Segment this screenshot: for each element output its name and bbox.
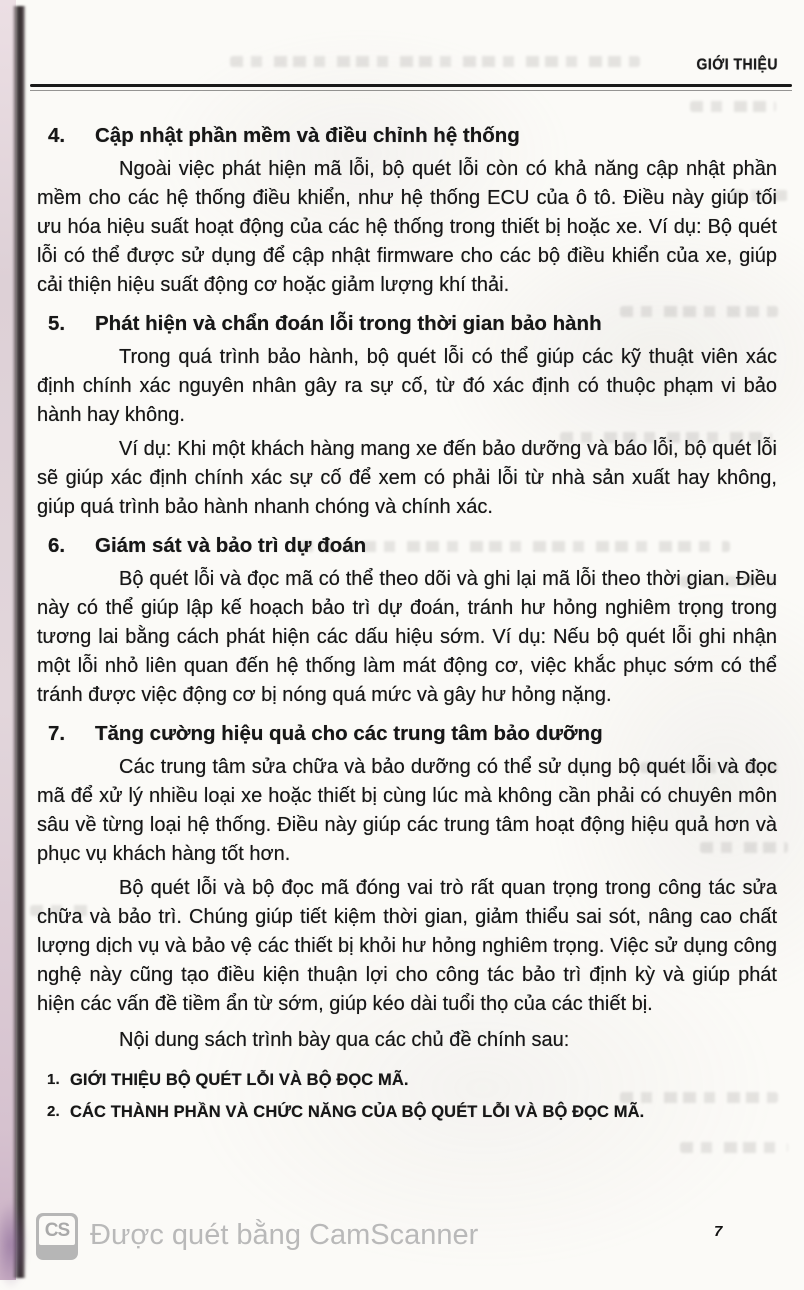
- paragraph: Bộ quét lỗi và bộ đọc mã đóng vai trò rất quan trọng trong công tác sửa chữa và bảo trì. Chúng giúp tiết kiệm thời gian, giảm thiểu sai sót, nâng cao chất lượng dịch vụ và bảo vệ các thiết bị khỏi hư hỏng nghiêm trọng. Việc sử dụng công nghệ này cũng tạo điều kiện thuận lợi cho công tác bảo trì định kỳ và giúp phát hiện các vấn đề tiềm ẩn từ sớm, giúp kéo dài tuổi thọ của các thiết bị.: [37, 877, 777, 1015]
- camscanner-watermark-text: Được quét bằng CamScanner: [90, 1219, 479, 1251]
- scan-binding-shadow: [13, 6, 26, 1278]
- header-rule: [30, 84, 792, 87]
- list-item-number: 1.: [47, 1071, 60, 1088]
- section-title: Tăng cường hiệu quả cho các trung tâm bảo dưỡng: [95, 722, 603, 745]
- page-number: 7: [714, 1223, 723, 1240]
- section-title: Cập nhật phần mềm và điều chỉnh hệ thống: [95, 124, 520, 147]
- list-item: [37, 1096, 777, 1128]
- camscanner-logo-icon: [36, 1213, 78, 1260]
- section-number: 4.: [48, 124, 66, 147]
- camscanner-logo-label: CS: [39, 1216, 75, 1245]
- section-number: 7.: [48, 722, 66, 745]
- running-header-title: GIỚI THIỆU: [696, 55, 778, 73]
- header-rule-shadow: [30, 90, 792, 91]
- topics-list: [37, 1064, 777, 1128]
- section-title: Phát hiện và chẩn đoán lỗi trong thời gian bảo hành: [95, 312, 602, 335]
- list-item: [37, 1064, 777, 1096]
- closing-line: Nội dung sách trình bày qua các chủ đề chính sau:: [119, 1029, 570, 1051]
- paragraph: Bộ quét lỗi và đọc mã có thể theo dõi và ghi lại mã lỗi theo thời gian. Điều này có thể giúp lập kế hoạch bảo trì dự đoán, tránh hư hỏng nghiêm trọng trong tương lai bằng cách phát hiện các dấu hiệu sớm. Ví dụ: Nếu bộ quét lỗi ghi nhận một lỗi nhỏ liên quan đến hệ thống làm mát động cơ, việc khắc phục sớm có thể tránh được việc động cơ bị nóng quá mức và gây hư hỏng nặng.: [37, 568, 777, 706]
- section-number: 6.: [48, 534, 66, 557]
- bleed-through-artifact: [230, 56, 640, 67]
- list-item-text: CÁC THÀNH PHẦN VÀ CHỨC NĂNG CỦA BỘ QUÉT LỖI VÀ BỘ ĐỌC MÃ.: [70, 1103, 645, 1121]
- bleed-through-artifact: [690, 101, 776, 112]
- bleed-through-artifact: [680, 1142, 788, 1153]
- list-item-text: GIỚI THIỆU BỘ QUÉT LỖI VÀ BỘ ĐỌC MÃ.: [70, 1071, 409, 1089]
- section-heading-5: [37, 309, 777, 338]
- section-heading-7: [37, 719, 777, 748]
- paragraph: Các trung tâm sửa chữa và bảo dưỡng có thể sử dụng bộ quét lỗi và đọc mã để xử lý nhiều loại xe hoặc thiết bị cùng lúc mà không cần phải có chuyên môn sâu về từng loại hệ thống. Điều này giúp các trung tâm hoạt động hiệu quả hơn và phục vụ khách hàng tốt hơn.: [37, 756, 777, 865]
- paragraph: Ngoài việc phát hiện mã lỗi, bộ quét lỗi còn có khả năng cập nhật phần mềm cho các hệ thống điều khiển, như hệ thống ECU của ô tô. Điều này giúp tối ưu hóa hiệu suất hoạt động của các hệ thống trong thiết bị hoặc xe. Ví dụ: Bộ quét lỗi có thể được sử dụng để cập nhật firmware cho các bộ điều khiển của xe, giúp cải thiện hiệu suất động cơ hoặc giảm lượng khí thải.: [37, 158, 777, 296]
- section-heading-6: [37, 531, 777, 560]
- page-body-text: [37, 112, 777, 1128]
- section-number: 5.: [48, 312, 66, 335]
- list-item-number: 2.: [47, 1103, 60, 1120]
- section-title: Giám sát và bảo trì dự đoán: [95, 534, 367, 557]
- paragraph: Ví dụ: Khi một khách hàng mang xe đến bảo dưỡng và báo lỗi, bộ quét lỗi sẽ giúp xác định chính xác sự cố để xem có phải lỗi từ nhà sản xuất hay không, giúp quá trình bảo hành nhanh chóng và chính xác.: [37, 438, 777, 518]
- paragraph: Trong quá trình bảo hành, bộ quét lỗi có thể giúp các kỹ thuật viên xác định chính xác nguyên nhân gây ra sự cố, từ đó xác định có thuộc phạm vi bảo hành hay không.: [37, 346, 777, 426]
- section-heading-4: [37, 121, 777, 150]
